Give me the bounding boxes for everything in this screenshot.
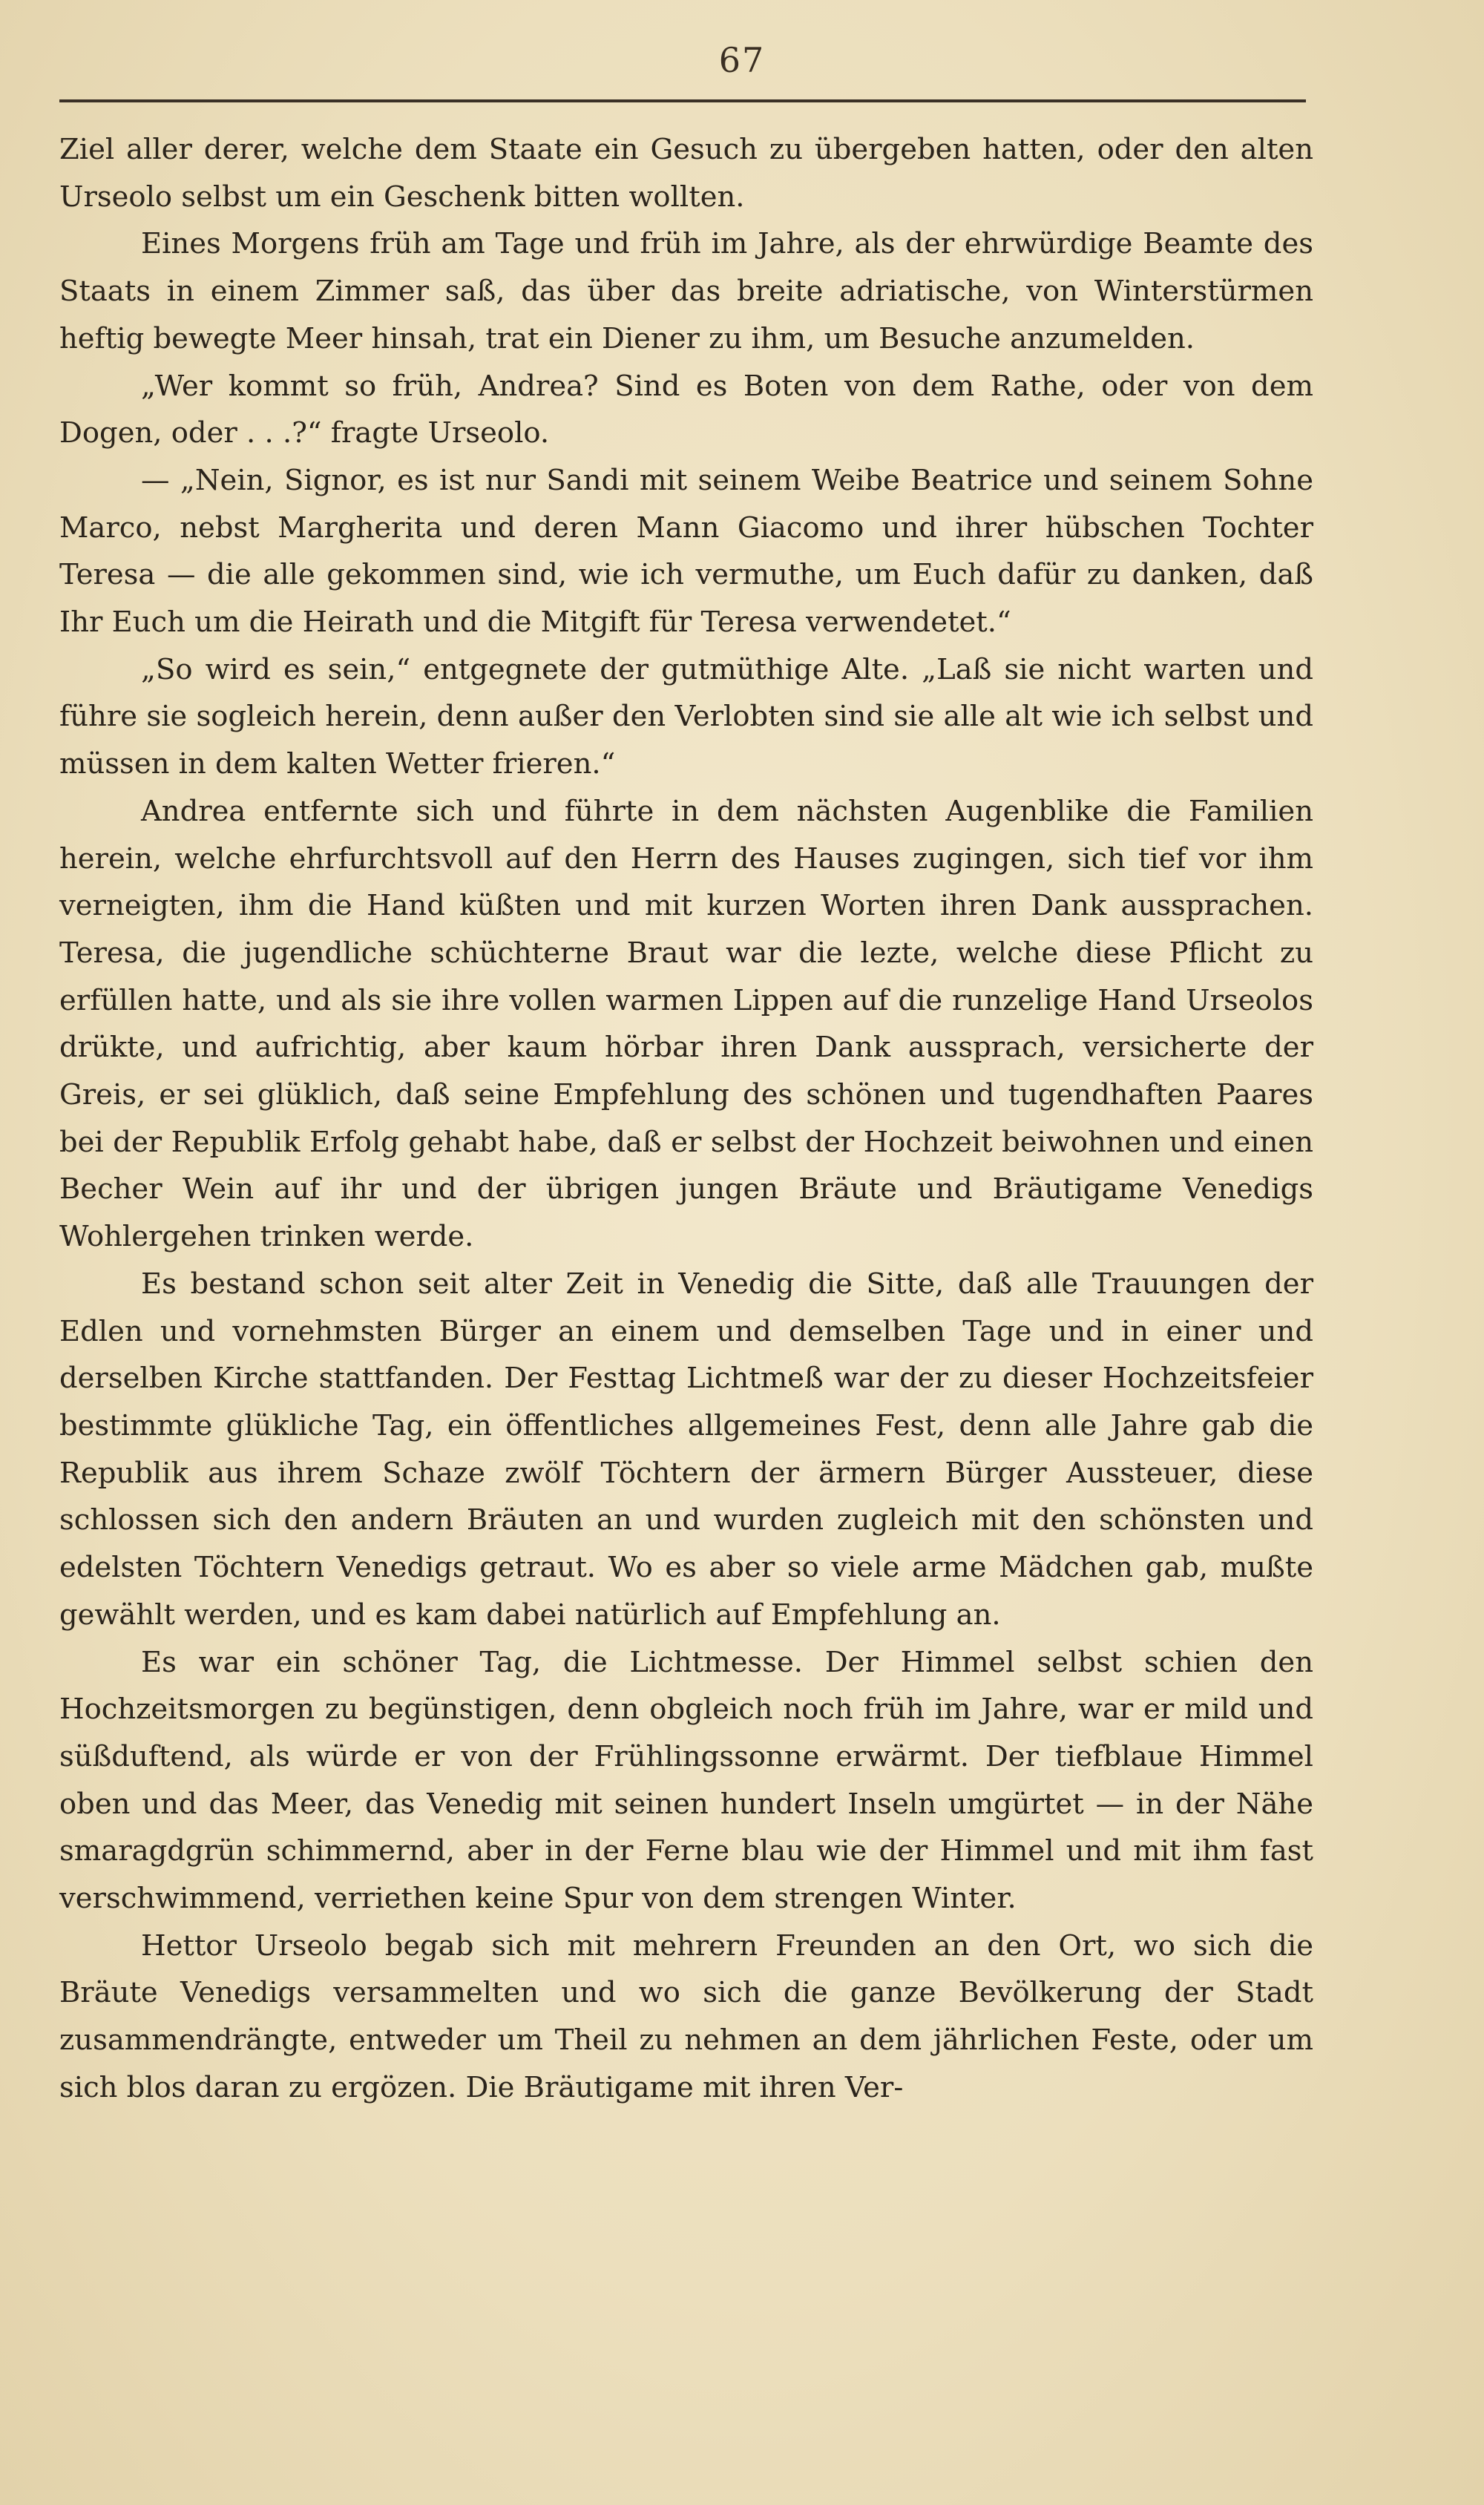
header-rule: [59, 99, 1306, 102]
page-number: 67: [718, 40, 766, 80]
paragraph-1: Ziel aller derer, welche dem Staate ein Gesuch zu übergeben hatten, oder den alten Urseolo selbst um ein Geschenk bitten wollten.: [59, 133, 1313, 214]
paragraph-6: Andrea entfernte sich und führte in dem nächsten Augenblike die Familien herein, welche ehrfurchtsvoll auf den Herrn des Hauses zugingen, sich tief vor ihm verneigten, ihm die Hand küßten und mit kurzen Worten ihren Dank aussprachen. Teresa, die jugendliche schüchterne Braut war die lezte, welche diese Pflicht zu erfüllen hatte, und als sie ihre vollen warmen Lippen auf die runzelige Hand Urseolos drükte, und aufrichtig, aber kaum hörbar ihren Dank aussprach, versicherte der Greis, er sei glüklich, daß seine Empfehlung des schönen und tugendhaften Paares bei der Republik Erfolg gehabt habe, daß er selbst der Hochzeit beiwohnen und einen Becher Wein auf ihr und der übrigen jungen Bräute und Bräutigame Venedigs Wohlergehen trinken werde.: [59, 794, 1313, 1254]
paragraph-9: Hettor Urseolo begab sich mit mehrern Freunden an den Ort, wo sich die Bräute Venedigs versammelten und wo sich die ganze Bevölkerung der Stadt zusammendrängte, entweder um Theil zu nehmen an dem jährlichen Feste, oder um sich blos daran zu ergözen. Die Bräutigame mit ihren Ver-: [59, 1928, 1313, 2104]
paragraph-8: Es war ein schöner Tag, die Lichtmesse. Der Himmel selbst schien den Hochzeitsmorgen zu begünstigen, denn obgleich noch früh im Jahre, war er mild und süßduftend, als würde er von der Frühlingssonne erwärmt. Der tiefblaue Himmel oben und das Meer, das Venedig mit seinen hundert Inseln umgürtet — in der Nähe smaragdgrün schimmernd, aber in der Ferne blau wie der Himmel und mit ihm fast verschwimmend, verriethen keine Spur von dem strengen Winter.: [59, 1645, 1313, 1916]
paragraph-3: „Wer kommt so früh, Andrea? Sind es Boten von dem Rathe, oder von dem Dogen, oder . . .?“ fragte Urseolo.: [59, 369, 1313, 450]
paragraph-2: Eines Morgens früh am Tage und früh im Jahre, als der ehrwürdige Beamte des Staats in einem Zimmer saß, das über das breite adriatische, von Winterstürmen heftig bewegte Meer hinsah, trat ein Diener zu ihm, um Besuche anzumelden.: [59, 227, 1313, 355]
paragraph-7: Es bestand schon seit alter Zeit in Venedig die Sitte, daß alle Trauungen der Edlen und vornehmsten Bürger an einem und demselben Tage und in einer und derselben Kirche stattfanden. Der Festtag Lichtmeß war der zu dieser Hochzeitsfeier bestimmte glükliche Tag, ein öffentliches allgemeines Fest, denn alle Jahre gab die Republik aus ihrem Schaze zwölf Töchtern der ärmern Bürger Aussteuer, diese schlossen sich den andern Bräuten an und wurden zugleich mit den schönsten und edelsten Töchtern Venedigs getraut. Wo es aber so viele arme Mädchen gab, mußte gewählt werden, und es kam dabei natürlich auf Empfehlung an.: [59, 1267, 1313, 1632]
paragraph-4: — „Nein, Signor, es ist nur Sandi mit seinem Weibe Beatrice und seinem Sohne Marco, nebst Margherita und deren Mann Giacomo und ihrer hübschen Tochter Teresa — die alle gekommen sind, wie ich vermuthe, um Euch dafür zu danken, daß Ihr Euch um die Heirath und die Mitgift für Teresa verwendetet.“: [59, 463, 1313, 640]
paragraph-5: „So wird es sein,“ entgegnete der gutmüthige Alte. „Laß sie nicht warten und führe sie sogleich herein, denn außer den Verlobten sind sie alle alt wie ich selbst und müssen in dem kalten Wetter frieren.“: [59, 652, 1313, 781]
body-text: [59, 126, 1313, 2112]
